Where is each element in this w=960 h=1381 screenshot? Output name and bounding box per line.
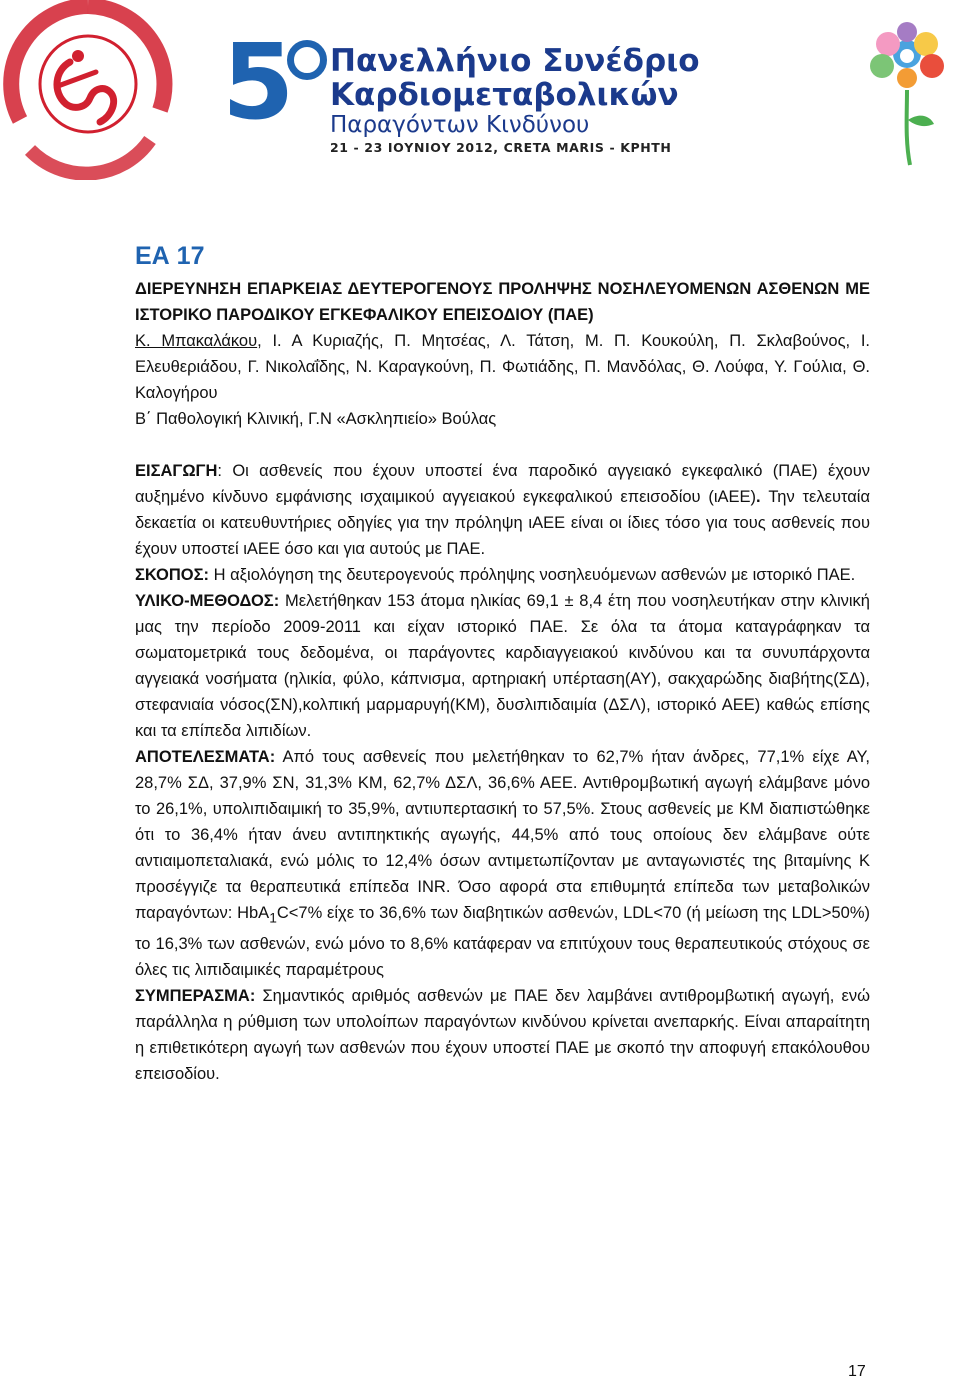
results-label: ΑΠΟΤΕΛΕΣΜΑΤΑ: — [135, 748, 276, 766]
methods-text-b: Σε όλα τα άτομα καταγράφηκαν τα σωματομετρικά τους δεδομένα, οι παράγοντες καρδιαγγειακού κινδύνου και τα συνυπάρχοντα αγγειακά νοσήματα (ηλικία, φύλο, κάπνισμα, αρτηριακή υπέρταση(ΑΥ), σακχαρώδης διαβήτης(ΣΔ), στεφανιαία νόσος(ΣΝ),κολπική μαρμαρυγή(ΚΜ), δυσλιπιδαιμία (ΔΣΛ), ιστορικό ΑΕΕ) καθώς επίσης και τα επίπεδα λιπιδίων. — [135, 618, 870, 740]
conference-title-line2: Καρδιομεταβολικών — [330, 77, 679, 113]
aim-text: Η αξιολόγηση της δευτερογενούς πρόληψης νοσηλευόμενων ασθενών με ιστορικό ΠΑΕ. — [209, 566, 856, 584]
co-authors: , Ι. Α Κυριαζής, Π. Μητσέας, Λ. Τάτση, Μ. Π. Κουκούλη, Π. Σκλαβούνος, Ι. Ελευθεριάδου, Γ. Νικολαΐδης, Ν. Καραγκούνη, Π. Φωτιάδης, Π. Μανδόλας, Θ. Λούφα, Υ. Γούλια, Θ. Καλογήρου — [135, 332, 871, 402]
flower-heart-logo — [860, 20, 955, 170]
section-methods — [135, 588, 870, 744]
introduction-text-a: : Οι ασθενείς που έχουν υποστεί ένα παροδικό αγγειακό εγκεφαλικό (ΠΑΕ) έχουν αυξημένο κίνδυνο εμφάνισης ισχαιμικού αγγειακού εγκεφαλικού επεισοδίου (ιΑΕΕ) — [135, 462, 870, 506]
methods-text-a: Μελετήθηκαν 153 άτομα ηλικίας 69,1 ± 8,4 έτη που νοσηλευτήκαν στην κλινική μας την περίοδο 2009-2011 και είχαν ιστορικό ΠΑΕ. — [135, 592, 870, 636]
edition-number: 5 — [222, 21, 291, 143]
abstract-code: ΕΑ 17 — [135, 242, 205, 270]
ordinal-mark-icon — [287, 40, 327, 80]
conference-title-line1: Πανελλήνιο Συνέδριο — [330, 43, 700, 79]
author-list — [135, 328, 870, 406]
affiliation: Β΄ Παθολογική Κλινική, Γ.Ν «Ασκληπιείο» Βούλας — [135, 410, 497, 428]
section-conclusion — [135, 983, 870, 1087]
results-subscript: 1 — [269, 910, 277, 926]
society-seal-logo — [0, 0, 180, 180]
conference-title-line3: Παραγόντων Κινδύνου — [330, 112, 590, 138]
page-number: 17 — [848, 1363, 866, 1380]
introduction-period: . — [756, 488, 769, 506]
section-aim — [135, 562, 870, 588]
introduction-text-b: Την τελευταία δεκαετία οι κατευθυντήριες οδηγίες για την πρόληψη ιΑΕΕ είναι οι ίδιες τόσο για τους ασθενείς που έχουν υποστεί ιΑΕΕ όσο και για αυτούς με ΠΑΕ. — [135, 488, 870, 558]
conclusion-text: Σημαντικός αριθμός ασθενών με ΠΑΕ δεν λαμβάνει αντιθρομβωτική αγωγή, ενώ παράλληλα η ρύθμιση των υπολοίπων παραγόντων κινδύνου κρίνεται ανεπαρκής. Είναι απαραίτητη η επιθετικότερη αγωγή των ασθενών που έχουν υποστεί ΠΑΕ με σκοπό την αποφυγή επακόλουθου επεισοδίου. — [135, 987, 870, 1084]
section-results — [135, 744, 870, 983]
introduction-label: ΕΙΣΑΓΩΓΗ — [135, 462, 218, 480]
results-text-a: Από τους ασθενείς που μελετήθηκαν το 62,7% ήταν άνδρες, 77,1% είχε ΑΥ, 28,7% ΣΔ, 37,9% ΣΝ, 31,3% ΚΜ, 62,7% ΔΣΛ, 36,6% ΑΕΕ. Αντιθρομβωτική αγωγή ελάμβανε μόνο το 26,1%, υπολιπιδαιμική το 35,9%, αντιυπερτασική το 57,5%. Στους ασθενείς με ΚΜ διαπιστώθηκε ότι το 36,4% ήταν άνευ αντιπηκτικής αγωγής, 44,5% από τους οποίους δεν ελάμβανε ούτε αντιαιμοπεταλιακά, ενώ μόλις το 12,4% όσων αντιμετωπίζονταν με ανταγωνιστές της βιταμίνης Κ προσέγγιζε τα θεραπευτικά επίπεδα INR. Όσο αφορά στα επιθυμητά επίπεδα των μεταβολικών παραγόντων: HbA — [135, 748, 870, 922]
conference-banner — [0, 0, 960, 190]
abstract-body — [135, 240, 870, 1087]
conference-date-venue: 21 - 23 ΙΟΥΝΙΟΥ 2012, CRETA MARIS - ΚΡΗΤΗ — [330, 140, 672, 155]
conclusion-label: ΣΥΜΠΕΡΑΣΜΑ: — [135, 987, 256, 1006]
abstract-title: ΔΙΕΡΕΥΝΗΣΗ ΕΠΑΡΚΕΙΑΣ ΔΕΥΤΕΡΟΓΕΝΟΥΣ ΠΡΟΛΗΨΗΣ ΝΟΣΗΛΕΥΟΜΕΝΩΝ ΑΣΘΕΝΩΝ ΜΕ ΙΣΤΟΡΙΚΟ ΠΑΡΟΔΙΚΟΥ ΕΓΚΕΦΑΛΙΚΟΥ ΕΠΕΙΣΟΔΙΟΥ (ΠΑΕ) — [135, 280, 870, 324]
first-author: Κ. Μπακαλάκου — [135, 332, 258, 350]
aim-label: ΣΚΟΠΟΣ: — [135, 566, 210, 584]
results-text-b: C<7% είχε το 36,6% των διαβητικών ασθενών, LDL<70 (ή μείωση της LDL>50%) το 16,3% των ασθενών, ενώ μόνο το 8,6% κατάφεραν να επιτύχουν τους θεραπευτικούς στόχους σε όλες τις λιπιδαιμικές παραμέτρους — [135, 904, 870, 980]
section-introduction — [135, 458, 870, 562]
methods-label: ΥΛΙΚΟ-ΜΕΘΟΔΟΣ: — [135, 592, 280, 610]
